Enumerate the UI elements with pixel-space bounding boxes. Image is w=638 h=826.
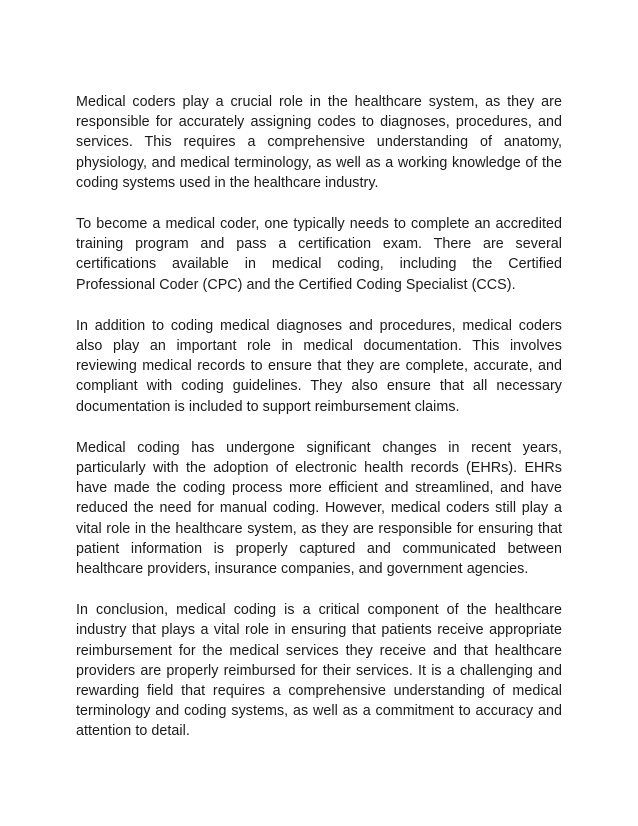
paragraph-conclusion: In conclusion, medical coding is a critical component of the healthcare industry that plays a vital role in ensuring that patients receive appropriate reimbursement for the medical services they receive and that healthcare providers are properly reimbursed for their services. It is a challenging and rewarding field that requires a comprehensive understanding of medical terminology and coding systems, as well as a commitment to accuracy and attention to detail. [76,602,562,740]
paragraph-intro: Medical coders play a crucial role in the healthcare system, as they are responsible for accurately assigning codes to diagnoses, procedures, and services. This requires a comprehensive understanding of anatomy, physiology, and medical terminology, as well as a working knowledge of the coding systems used in the healthcare industry. [76,94,562,191]
document-body [76,92,562,763]
paragraph-documentation: In addition to coding medical diagnoses and procedures, medical coders also play an important role in medical documentation. This involves reviewing medical records to ensure that they are complete, accurate, and compliant with coding guidelines. They also ensure that all necessary documentation is included to support reimbursement claims. [76,317,562,415]
paragraph-ehr-changes: Medical coding has undergone significant changes in recent years, particularly with the adoption of electronic health records (EHRs). EHRs have made the coding process more efficient and streamlined, and have reduced the need for manual coding. However, medical coders still play a vital role in the healthcare system, as they are responsible for ensuring that patient information is properly captured and communicated between healthcare providers, insurance companies, and government agencies. [76,439,562,578]
paragraph-becoming-coder: To become a medical coder, one typically needs to complete an accredited training program and pass a certification exam. There are several certifications available in medical coding, including the Certified Professional Coder (CPC) and the Certified Coding Specialist (CCS). [76,216,562,293]
